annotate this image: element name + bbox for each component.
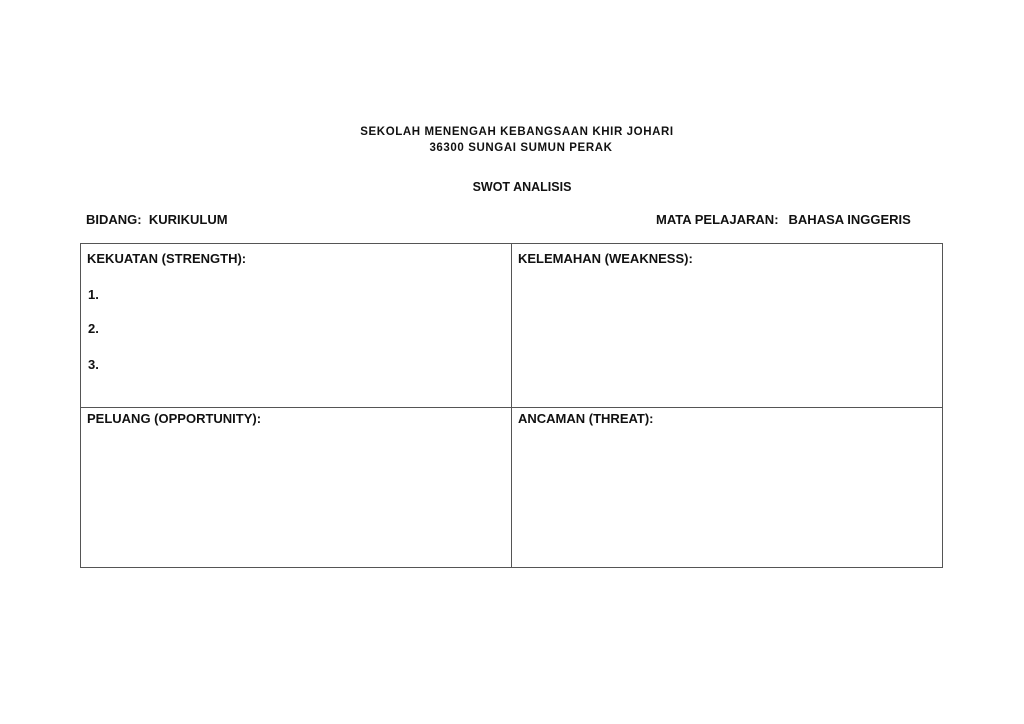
field-subject xyxy=(656,212,911,227)
strength-item-3: 3. xyxy=(88,357,99,372)
document-title: SWOT ANALISIS xyxy=(472,180,572,194)
bidang-value: KURIKULUM xyxy=(148,212,228,227)
table-vertical-divider xyxy=(511,244,512,567)
bidang-label: BIDANG: xyxy=(86,212,142,227)
opportunity-label: PELUANG (OPPORTUNITY): xyxy=(87,411,262,426)
strength-item-1: 1. xyxy=(88,287,99,302)
swot-table xyxy=(80,243,943,568)
school-name: SEKOLAH MENENGAH KEBANGSAAN KHIR JOHARI xyxy=(360,126,674,138)
subject-value: BAHASA INGGERIS xyxy=(788,212,911,227)
field-bidang xyxy=(86,212,228,227)
school-address: 36300 SUNGAI SUMUN PERAK xyxy=(429,142,613,154)
table-horizontal-divider xyxy=(81,407,942,408)
strength-label: KEKUATAN (STRENGTH): xyxy=(87,251,247,266)
strength-item-2: 2. xyxy=(88,321,99,336)
weakness-label: KELEMAHAN (WEAKNESS): xyxy=(518,251,693,266)
threat-label: ANCAMAN (THREAT): xyxy=(518,411,654,426)
subject-label: MATA PELAJARAN: xyxy=(656,212,779,227)
